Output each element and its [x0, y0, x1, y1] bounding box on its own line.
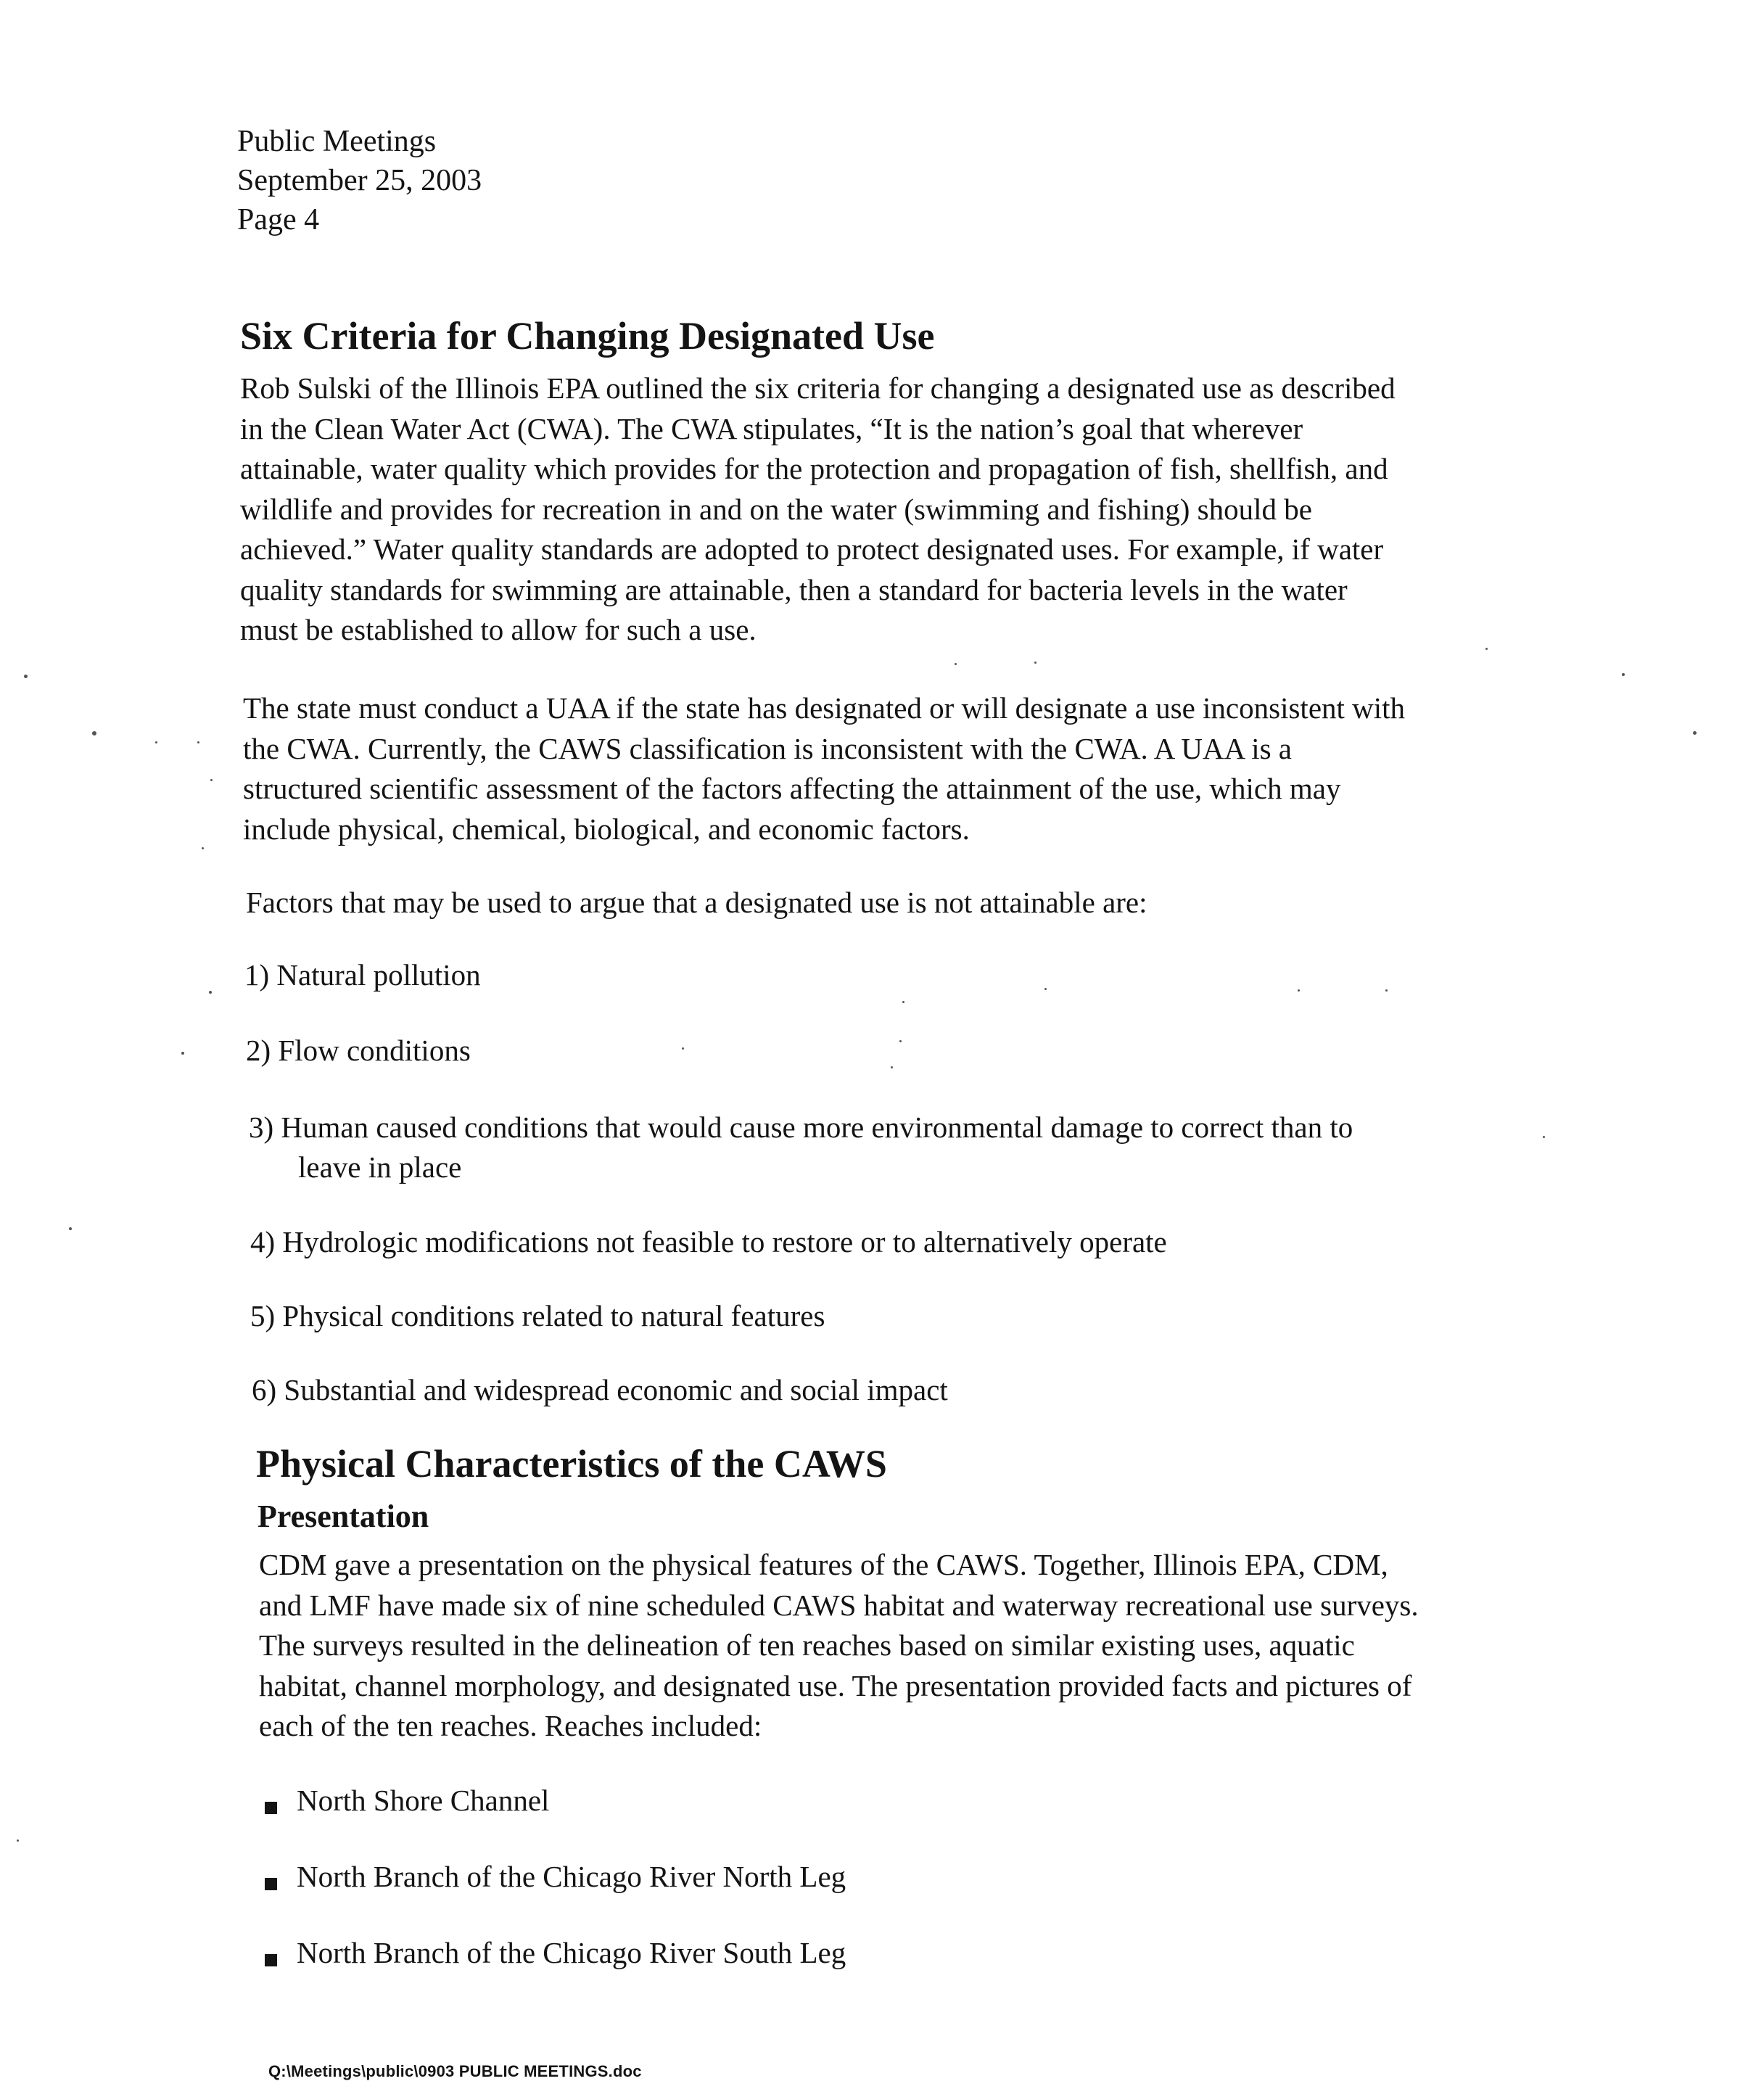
reach-list-item: North Branch of the Chicago River South Leg: [297, 1936, 846, 1969]
header-date: September 25, 2003: [237, 164, 482, 197]
factor-item: 5) Physical conditions related to natural features: [250, 1299, 825, 1332]
scan-speck: [202, 847, 204, 849]
section-heading-physical-characteristics: Physical Characteristics of the CAWS: [256, 1442, 887, 1486]
paragraph-line: in the Clean Water Act (CWA). The CWA stipulates, “It is the nation’s goal that wherever: [240, 411, 1303, 445]
paragraph-line: attainable, water quality which provides for the protection and propagation of fish, shellfish, and: [240, 452, 1388, 485]
paragraph-line: must be established to allow for such a use.: [240, 613, 757, 646]
paragraph-six-criteria-intro: [240, 368, 1396, 651]
subsection-heading-presentation: Presentation: [257, 1499, 429, 1534]
footer-file-path: Q:\Meetings\public\0903 PUBLIC MEETINGS.doc: [268, 2062, 642, 2080]
paragraph-line: habitat, channel morphology, and designated use. The presentation provided facts and pictures of: [259, 1668, 1412, 1702]
factor-item-continuation: leave in place: [298, 1150, 462, 1184]
paragraph-line: quality standards for swimming are attainable, then a standard for bacteria levels in the water: [240, 572, 1348, 606]
paragraph-line: The state must conduct a UAA if the state has designated or will designate a use inconsistent with: [243, 691, 1406, 725]
scan-speck: [891, 1066, 893, 1068]
factor-item: 6) Substantial and widespread economic and social impact: [252, 1373, 948, 1406]
reach-list-item: North Branch of the Chicago River North Leg: [297, 1860, 846, 1893]
factor-item: 4) Hydrologic modifications not feasible to restore or to alternatively operate: [250, 1225, 1167, 1258]
bullet-square-icon: [265, 1954, 277, 1966]
scan-speck: [209, 991, 212, 994]
bullet-square-icon: [265, 1878, 277, 1890]
scan-speck: [1298, 989, 1300, 992]
scan-speck: [902, 1001, 904, 1003]
scan-speck: [155, 741, 157, 743]
scan-speck: [1385, 989, 1388, 992]
scan-speck: [1485, 648, 1488, 650]
section-heading-six-criteria: Six Criteria for Changing Designated Use: [240, 314, 935, 358]
scan-speck: [682, 1047, 684, 1050]
paragraph-line: Rob Sulski of the Illinois EPA outlined the six criteria for changing a designated use as described: [240, 371, 1396, 405]
scan-speck: [92, 731, 96, 736]
paragraph-line: wildlife and provides for recreation in and on the water (swimming and fishing) should be: [240, 492, 1312, 526]
reach-list-item: North Shore Channel: [297, 1784, 550, 1817]
paragraph-line: the CWA. Currently, the CAWS classification is inconsistent with the CWA. A UAA is a: [243, 731, 1292, 765]
scan-speck: [69, 1227, 72, 1230]
factor-item: 3) Human caused conditions that would cause more environmental damage to correct than to: [249, 1111, 1353, 1144]
scan-speck: [1622, 673, 1625, 676]
scan-speck: [1044, 988, 1047, 990]
scan-speck: [899, 1040, 902, 1042]
scan-speck: [1543, 1136, 1545, 1138]
paragraph-line: each of the ten reaches. Reaches included:: [259, 1709, 762, 1742]
paragraph-line: structured scientific assessment of the factors affecting the attainment of the use, which may: [243, 772, 1341, 805]
scan-speck: [197, 741, 199, 743]
scan-speck: [24, 675, 28, 678]
scan-speck: [1034, 662, 1036, 664]
scan-speck: [181, 1052, 184, 1055]
paragraph-line: and LMF have made six of nine scheduled CAWS habitat and waterway recreational use surveys.: [259, 1588, 1419, 1622]
factor-item: 1) Natural pollution: [244, 958, 481, 992]
header-page-number: Page 4: [237, 203, 320, 236]
paragraph-line: The surveys resulted in the delineation of ten reaches based on similar existing uses, aquatic: [259, 1628, 1355, 1662]
bullet-square-icon: [265, 1802, 277, 1814]
paragraph-line: achieved.” Water quality standards are adopted to protect designated uses. For example, if water: [240, 532, 1384, 566]
factor-item: 2) Flow conditions: [246, 1034, 471, 1067]
paragraph-uaa: [243, 688, 1405, 849]
scan-speck: [210, 779, 213, 781]
scan-speck: [955, 663, 957, 665]
header-title: Public Meetings: [237, 125, 437, 158]
paragraph-presentation: [259, 1545, 1419, 1747]
scan-speck: [1693, 731, 1697, 735]
paragraph-line: CDM gave a presentation on the physical features of the CAWS. Together, Illinois EPA, CDM,: [259, 1548, 1388, 1581]
scan-speck: [17, 1839, 19, 1842]
paragraph-line: include physical, chemical, biological, and economic factors.: [243, 812, 970, 846]
factors-intro: Factors that may be used to argue that a designated use is not attainable are:: [246, 886, 1147, 919]
